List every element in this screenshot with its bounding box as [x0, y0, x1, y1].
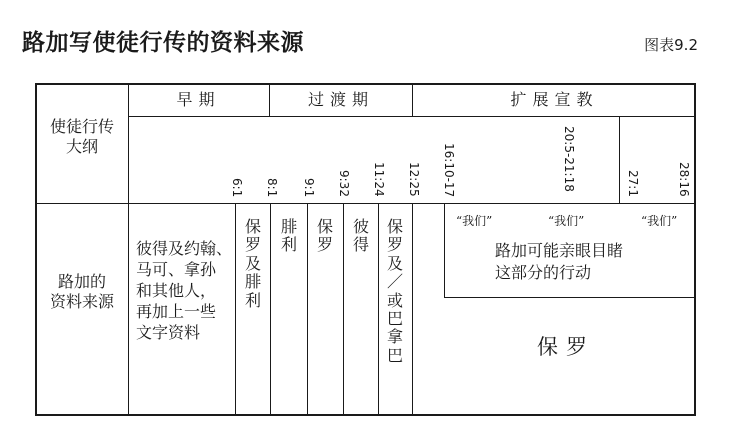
ref-8-1: 8:1 [265, 178, 279, 198]
ref-11-24: 11:24 [372, 162, 386, 197]
header-divider [36, 203, 695, 204]
ref-28-16: 28:16 [677, 162, 691, 197]
label-column-divider [128, 84, 129, 415]
eyewitness-box-left [444, 203, 445, 298]
source-paul-and-or-barnabas: 保罗及／或巴拿巴 [386, 217, 403, 365]
source-col-divider-1 [270, 203, 271, 415]
source-peter: 彼得 [352, 217, 369, 255]
source-col-divider-0 [235, 203, 236, 415]
source-col-divider-3 [343, 203, 344, 415]
early-sources-text [136, 238, 232, 344]
source-paul-early: 保罗 [316, 217, 333, 255]
early-sources-line-5: 文字资料 [136, 323, 201, 343]
figure-label: 图表9.2 [644, 36, 698, 54]
eyewitness-line-1: 路加可能亲眼目睹 [495, 241, 624, 260]
early-sources-line-1: 彼得及约翰、 [136, 239, 233, 258]
chart-title: 路加写使徒行传的资料来源 [22, 30, 304, 56]
eyewitness-box-bottom [444, 297, 695, 298]
period-expansion: 扩展宣教 [510, 90, 599, 109]
eyewitness-text [495, 240, 623, 285]
source-col-divider-5 [412, 203, 413, 415]
source-col-divider-4 [378, 203, 379, 415]
source-paul-late: 保罗 [537, 335, 595, 359]
outline-label-line-2: 大纲 [65, 137, 98, 156]
ref-20-5-21-18: 20:5-21:18 [562, 126, 576, 192]
sources-label-line-2: 资料来源 [49, 292, 114, 311]
source-paul-and-philip: 保罗及腓利 [244, 217, 261, 310]
period-transition: 过渡期 [307, 90, 374, 109]
early-sources-line-2: 马可、拿孙 [136, 260, 217, 280]
period-early: 早期 [176, 90, 221, 109]
ref-16-10-17: 16:10-17 [442, 143, 456, 198]
ref-9-32: 9:32 [337, 170, 351, 197]
source-col-divider-2 [307, 203, 308, 415]
ref-9-1: 9:1 [302, 178, 316, 198]
outline-label-line-1: 使徒行传 [49, 117, 114, 136]
eyewitness-line-2: 这部分的行动 [495, 263, 592, 283]
sources-label-line-1: 路加的 [57, 272, 106, 291]
sources-label [36, 272, 128, 312]
source-philip: 腓利 [280, 217, 297, 255]
we-quote-2: “我们” [548, 214, 585, 228]
we-quote-3: “我们” [641, 214, 678, 228]
we-quote-1: “我们” [456, 214, 493, 228]
outline-label [36, 117, 128, 157]
ref-divider-1 [619, 116, 620, 204]
ref-12-25: 12:25 [407, 162, 421, 197]
ref-27-1: 27:1 [626, 170, 640, 197]
ref-6-1: 6:1 [230, 178, 244, 198]
early-sources-line-4: 再加上一些 [136, 302, 217, 322]
early-sources-line-3: 和其他人， [136, 281, 217, 301]
